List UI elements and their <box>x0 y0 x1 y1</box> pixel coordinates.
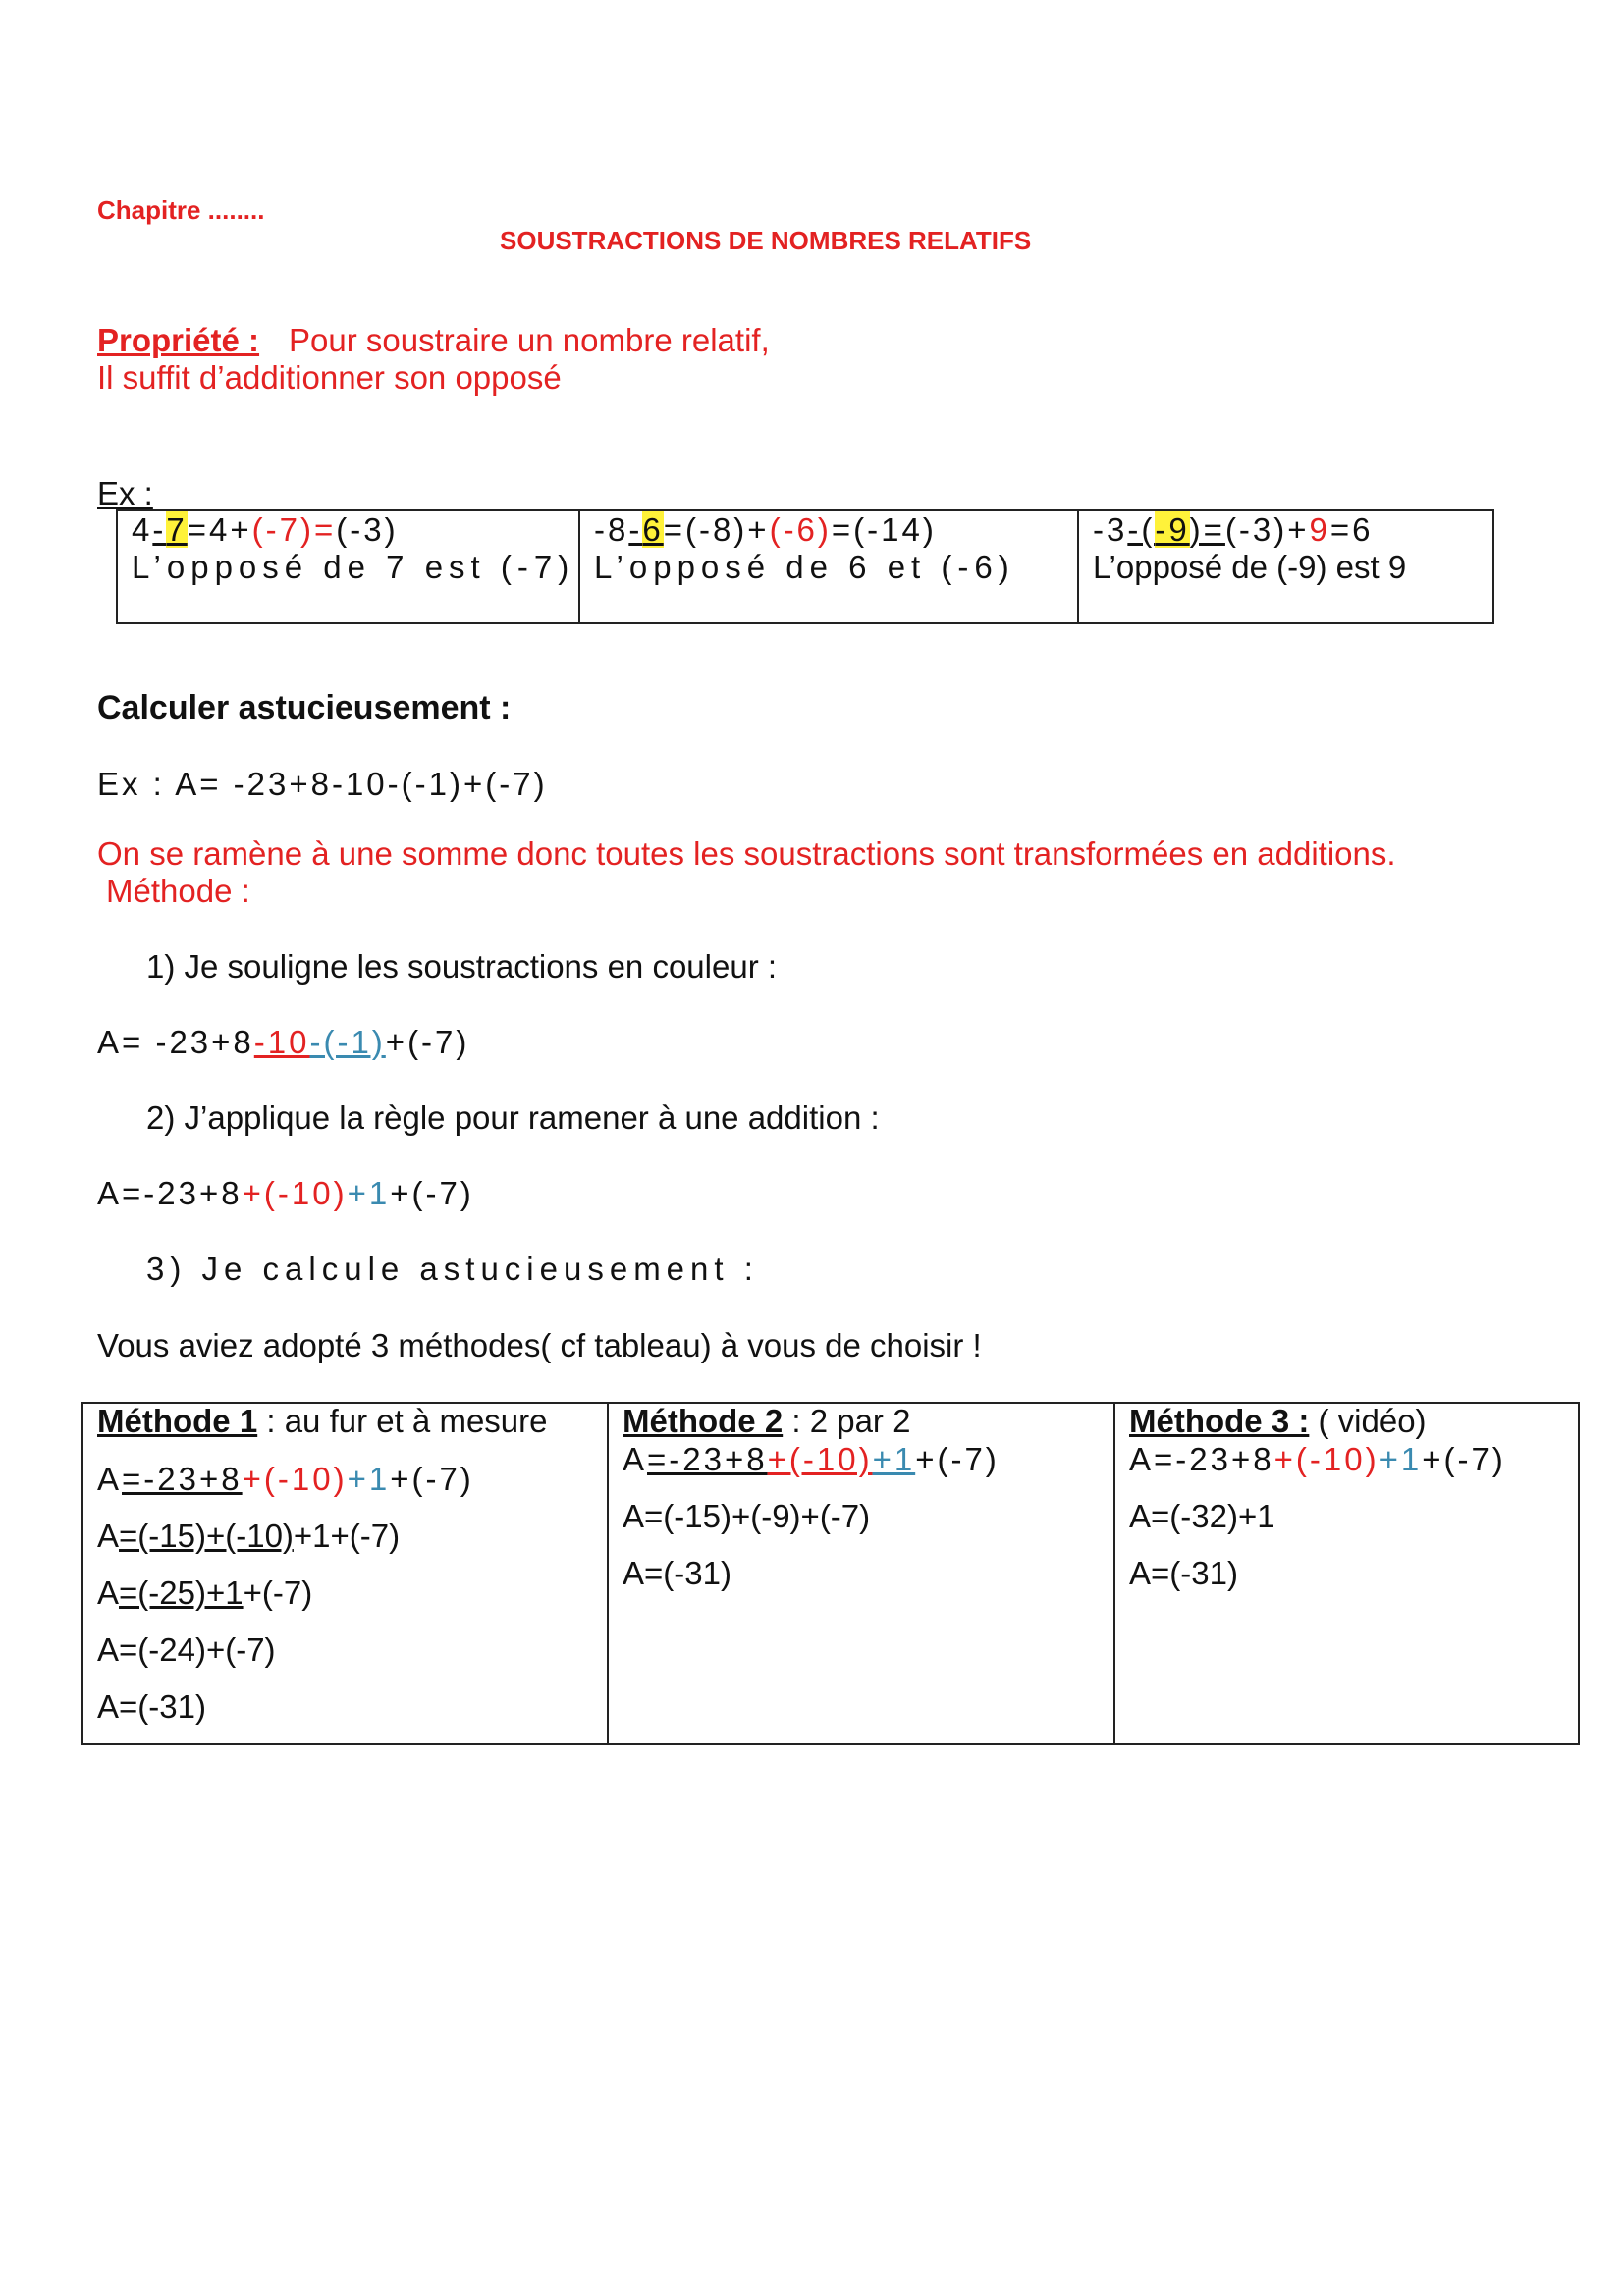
method-3-line-1: A=-23+8+(-10)+1+(-7) <box>1129 1441 1506 1477</box>
method-3-heading: Méthode 3 : ( vidéo) <box>1129 1403 1427 1439</box>
method-2-line-3: A=(-31) <box>623 1555 731 1591</box>
method-label: Méthode : <box>106 873 250 909</box>
property-label: Propriété : <box>97 322 260 358</box>
method-3-cell <box>1114 1403 1579 1744</box>
chapter-label: Chapitre ........ <box>97 195 265 225</box>
example-cell-3 <box>1078 510 1493 623</box>
method-1-line-5: A=(-31) <box>97 1688 206 1725</box>
step-3-text: 3) Je calcule astucieusement : <box>146 1251 759 1287</box>
calc-section-title: Calculer astucieusement : <box>97 689 512 726</box>
method-2-heading: Méthode 2 : 2 par 2 <box>623 1403 911 1439</box>
calc-explanation: On se ramène à une somme donc toutes les soustractions sont transformées en additions. <box>97 835 1396 872</box>
method-2-line-2: A=(-15)+(-9)+(-7) <box>623 1498 871 1534</box>
methods-table <box>81 1402 1580 1745</box>
examples-table <box>116 509 1494 624</box>
property-line-1: Pour soustraire un nombre relatif, <box>289 322 770 358</box>
example-cell-1 <box>117 510 579 623</box>
method-1-line-2: A=(-15)+(-10)+1+(-7) <box>97 1518 401 1554</box>
property-line-2: Il suffit d’additionner son opposé <box>97 359 562 396</box>
method-1-line-4: A=(-24)+(-7) <box>97 1631 276 1668</box>
example-2-expression: -8-6=(-8)+(-6)=(-14) <box>594 511 937 548</box>
methods-intro: Vous aviez adopté 3 méthodes( cf tableau) à vous de choisir ! <box>97 1327 982 1363</box>
example-3-note: L’opposé de (-9) est 9 <box>1093 549 1407 585</box>
method-1-cell <box>82 1403 608 1744</box>
method-3-line-3: A=(-31) <box>1129 1555 1238 1591</box>
step-2-text: 2) J’applique la règle pour ramener à une addition : <box>146 1099 880 1136</box>
method-1-heading: Méthode 1 : au fur et à mesure <box>97 1403 548 1439</box>
method-1-line-3: A=(-25)+1+(-7) <box>97 1575 313 1611</box>
step-1-text: 1) Je souligne les soustractions en couleur : <box>146 948 778 985</box>
example-cell-2 <box>579 510 1078 623</box>
step-2-expression: A=-23+8+(-10)+1+(-7) <box>97 1175 474 1211</box>
example-2-note: L’opposé de 6 et (-6) <box>594 549 1015 585</box>
example-1-note: L’opposé de 7 est (-7) <box>132 549 575 585</box>
examples-label: Ex : <box>97 475 153 511</box>
method-3-line-2: A=(-32)+1 <box>1129 1498 1275 1534</box>
page-title: SOUSTRACTIONS DE NOMBRES RELATIFS <box>500 226 1032 255</box>
step-1-expression: A= -23+8-10-(-1)+(-7) <box>97 1024 470 1060</box>
calc-example-expression: Ex : A= -23+8-10-(-1)+(-7) <box>97 766 548 802</box>
method-2-cell <box>608 1403 1114 1744</box>
example-3-expression: -3-(-9)=(-3)+9=6 <box>1093 511 1374 548</box>
example-1-expression: 4-7=4+(-7)=(-3) <box>132 511 399 548</box>
method-1-line-1: A=-23+8+(-10)+1+(-7) <box>97 1461 474 1497</box>
method-2-line-1: A=-23+8+(-10)+1+(-7) <box>623 1441 1000 1477</box>
